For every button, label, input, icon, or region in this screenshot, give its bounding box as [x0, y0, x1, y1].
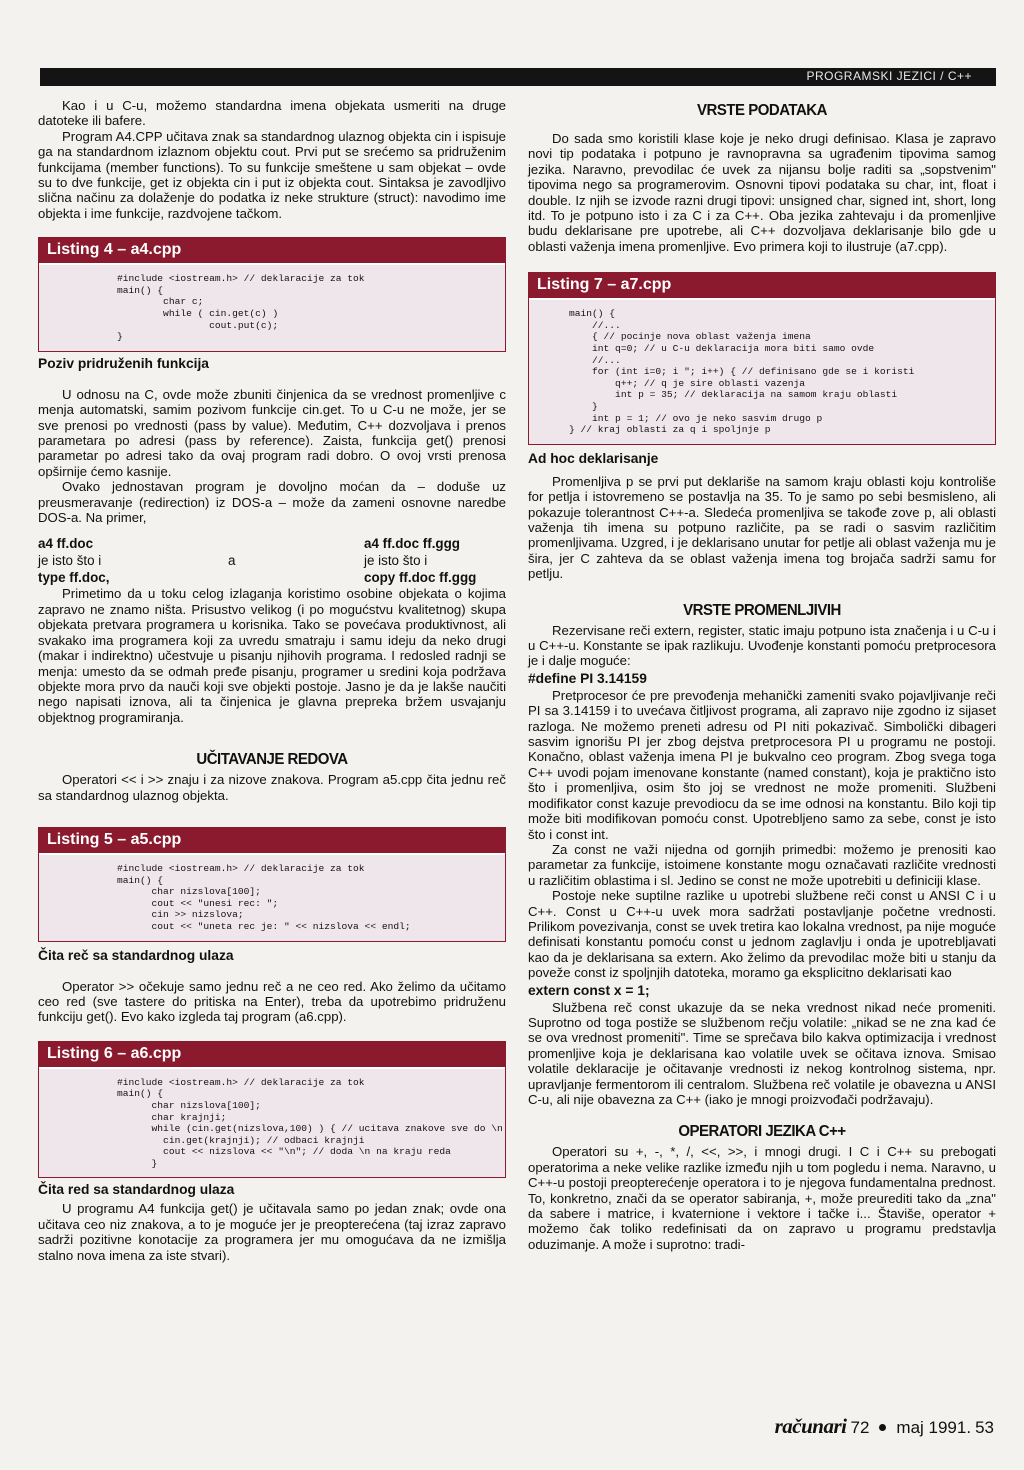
code-block: #include <iostream.h> // deklaracije za tok main() { char c; while ( cin.get(c) ) cout.put(c); } — [39, 265, 505, 351]
paragraph: Rezervisane reči extern, register, static imaju potpuno ista značenja i u C-u i u C++-u. Konstante se ipak razlikuju. Uvođenje konstanti pomoću pretprocesora je i dalje moguće: — [528, 622, 996, 669]
paragraph: Do sada smo koristili klase koje je neko drugi definisao. Klasa je zapravo novi tip podataka i potpuno je ravnopravna sa ugrađenim tipovima samog jezika. Naravno, prevodilac će uvek za nijansu bolje raditi sa „sopstvenim" tipovima nego sa programerovim. Osnovni tipovi podataka su char, int, float i double. Iz njih se izvode razni drugi tipovi: unsigned char, signed int, short, long itd. To je potpuno isto i za C i za C++. Oba jezika zahtevaju i da promenljive budu deklarisane pre upotrebe, ali C++ dozvoljava deklarisanje bilo gde u oblasti važenja imena promenljive. Evo primera koji to ilustruje (a7.cpp). — [528, 131, 996, 254]
paragraph: Operatori su +, -, *, /, <<, >>, i mnogi drugi. I C i C++ su prebogati operatorima a neke velike razlike između njih u tom pogledu i nema. Naravno, u C++-u postoji preopterećenje operatora i to je njegova fundamentalna prednost. To, konkretno, znači da se operator sabiranja, +, može preurediti tako da „zna" da sabere i matrice, i kvaternione i vektore i tačke i... Štaviše, operator + možemo čak toliko redefinisati da on zapravo u programu predstavlja oduzimanje. A može i suprotno: tradi- — [528, 1144, 996, 1252]
code-block: #include <iostream.h> // deklaracije za tok main() { char nizslova[100]; char krajnji; while (cin.get(nizslova,100) ) { // ucitava znakove sve do \n cin.get(krajnji); // odbaci krajnji cout << nizslova << "\n"; // doda \n na kraju reda } — [39, 1069, 505, 1178]
cmd-mid: a — [228, 553, 236, 569]
magazine-logo: računari — [774, 1414, 847, 1438]
cmd-right-2: je isto što i — [364, 553, 428, 569]
section-heading: UČITAVANJE REDOVA — [196, 750, 348, 769]
cmd-left-3: type ff.doc, — [38, 570, 110, 586]
paragraph: Kao i u C-u, možemo standardna imena objekata usmeriti na druge datoteke ili bafere. — [38, 98, 506, 129]
paragraph: Operatori << i >> znaju i za nizove znakova. Program a5.cpp čita jednu reč sa standardnog ulaznog objekta. — [38, 772, 506, 803]
paragraph: Operator >> očekuje samo jednu reč a ne ceo red. Ako želimo da učitamo ceo red (sve tastere do pritiska na Enter), treba da upotrebimo pridruženu funkciju get(). Evo kako izgleda taj program (a6.cpp). — [38, 978, 506, 1025]
listing-title: Listing 7 – a7.cpp — [529, 273, 995, 300]
section-header-bar — [40, 68, 996, 86]
listing-title: Listing 6 – a6.cpp — [39, 1042, 505, 1069]
paragraph: U odnosu na C, ovde može zbuniti činjenica da se vrednost promenljive c menja automatski, samim pozivom funkcije cin.get. To u C-u ne može, jer se sve prenosi po vrednosti (pass by value). Međutim, C++ dozvoljava i prenos parametara po adresi (pass by reference). Zaista, funkcija get() prenosi parametar po adresi tako da ovaj program radi dobro. O ovoj vrsti prenosa opširnije ćemo kasnije. — [38, 386, 506, 479]
cmd-left-2: je isto što i — [38, 553, 102, 569]
right-column — [528, 98, 996, 1252]
bullet-icon — [879, 1424, 886, 1431]
paragraph: Službena reč const ukazuje da se neka vrednost nikad neće promeniti. Suprotno od toga postiže se službenom rečju volatile: „nikad se ne zna kad će se ova vrednost promeniti". Time se sprečava bilo kakva optimizacija i vrednost promenljive koja je deklarisana kao volatile uvek se očitava iznova. Smisao volatile deklaracije je očitavanje vrednosti iz nekog kontrolnog sistema, npr. upravljanje fermentorom ili centralom. Službena reč volatile je obavezna u ANSI C-u, ali nije obavezna za C++ (iako je mnogi proizvođači podržavaju). — [528, 999, 996, 1107]
paragraph: Za const ne važi nijedna od gornjih primedbi: možemo je prenositi kao parametar za funkcije, istoimene konstante mogu označavati različite vrednosti u različitim oblastima i sl. Jedino se const ne može upotrebiti u definiciji klase. — [528, 841, 996, 888]
listing-5 — [38, 827, 506, 942]
cmd-right-1: a4 ff.doc ff.ggg — [364, 536, 460, 552]
paragraph: Promenljiva p se prvi put deklariše na samom kraju oblasti koju kontroliše for petlja i istovremeno se postavlja na 35. To je samo po sebi besmisleno, ali pokazuje tolerantnost C++-a. Sledeća promenljiva se takođe zove p, ali oblasti važenja tih imena su potpuno različite, pa se radi o sasvim različitim promenljivama. Uzgred, i je deklarisano unutar for petlje ali oblast važenja mu je šira, jer C zahteva da se oblast važenja imena tog brojača sadrži samu for petlju. — [528, 473, 996, 582]
listing-title: Listing 5 – a5.cpp — [39, 828, 505, 855]
listing-7 — [528, 272, 996, 445]
caption: Čita red sa standardnog ulaza — [38, 1182, 235, 1198]
page-footer — [775, 1414, 994, 1439]
paragraph: Primetimo da u toku celog izlaganja koristimo osobine objekata o kojima zapravo ne znamo ništa. Prisustvo velikog (i po mogućstvu kvalitetnog) skupa objekata pretvara programera u korisnika. Tako se povećava produktivnost, ali svakako ima programera koji za uvredu smatraju i samu ideju da neko drugi (makar i indirektno) učestvuje u pisanju njihovih programa. I redosled radnji se menja: umesto da se odmah pređe pisanju, programer u sredini koja podržava objekte mora prvo da nauči koji sve objekti postoje. Jasno je da je lakše naučiti nego napisati iznova, ali ta činjenica je glavna prepreka bržem usvajanju objektnog programiranja. — [38, 586, 506, 725]
issue-number: 72 — [850, 1418, 870, 1437]
caption: Poziv pridruženih funkcija — [38, 355, 209, 371]
section-title: PROGRAMSKI JEZICI / C++ — [806, 69, 972, 83]
listing-6 — [38, 1041, 506, 1179]
paragraph: Postoje neke suptilne razlike u upotrebi službene reči const u ANSI C i u C++. Const u C++-u uvek mora sadržati postavljanje početne vrednosti. Prilikom povezivanja, const se uvek tretira kao lokalna vrednost, pa nije moguće definisati konstantu pomoću const u jednom zaglavlju i onda je upotrebljavati kao da je deklarisana sa extern. Ako želimo da prevodilac može biti u stanju da poveže const iz spoljnjih datoteka, moramo ga eksplicitno deklarisati kao — [528, 888, 996, 981]
section-heading: VRSTE PODATAKA — [697, 101, 827, 120]
cmd-left-1: a4 ff.doc — [38, 536, 94, 552]
section-heading: VRSTE PROMENLJIVIH — [683, 601, 841, 620]
issue-date: maj 1991. — [896, 1418, 972, 1437]
cmd-right-3: copy ff.doc ff.ggg — [364, 570, 477, 586]
code-block: #include <iostream.h> // deklaracije za tok main() { char nizslova[100]; cout << "unesi rec: "; cin >> nizslova; cout << "uneta rec je: " << nizslova << endl; — [39, 855, 505, 941]
caption: Čita reč sa standardnog ulaza — [38, 947, 234, 963]
extern-statement: extern const x = 1; — [528, 982, 650, 998]
code-block: main() { //... { // pocinje nova oblast važenja imena int q=0; // u C-u deklaracija mora biti samo ovde //... for (int i=0; i "; i++) { // definisano gde se i koristi q++; // q je sire oblasti vazenja int p = 35; // deklaracija na samom kraju oblasti } int p = 1; // ovo je neko sasvim drugo p } // kraj oblasti za q i spoljnje p — [529, 300, 995, 444]
command-example — [38, 535, 506, 586]
paragraph: U programu A4 funkcija get() je učitavala samo po jedan znak; ovde ona učitava ceo niz znakova, a to je moguće jer je preopterećena (taj izraz zapravo sadrži pozitivne konotacije za programera jer mu omogućava da ne izmišlja stalno nova imena za iste stvari). — [38, 1201, 506, 1263]
define-statement: #define PI 3.14159 — [528, 670, 647, 686]
left-column — [38, 98, 506, 1263]
listing-4 — [38, 237, 506, 352]
section-heading: OPERATORI JEZIKA C++ — [678, 1122, 846, 1141]
paragraph: Ovako jednostavan program je dovoljno moćan da – doduše uz preusmeravanje (redirection) iz DOS-a – može da zameni osnovne naredbe DOS-a. Na primer, — [38, 479, 506, 526]
paragraph: Pretprocesor će pre prevođenja mehanički zameniti svako pojavljivanje reči PI sa 3.14159 i to uvećava čitljivost programa, ali zapravo nije zgodno iz sijaset razloga. Ne možemo preneti adresu od PI niti pokazivač. Simbolički dibageri sasvim ignorišu PI jer zbog dejstva pretprocesora PI u programu ne postoji. Konačno, oblast važenja imena PI je bukvalno ceo program. Zbog svega toga C++ uvodi pojam imenovane konstante (named constant), koja je praktično isto što i promenljiva, osim što joj se vrednost ne može promeniti. Službeni modifikator const kazuje prevodiocu da se ime odnosi na konstantu. Bilo koji tip može biti modifikovan pomoću const. Upotrebljeno samo za sebe, const je isto što i const int. — [528, 687, 996, 842]
listing-title: Listing 4 – a4.cpp — [39, 238, 505, 265]
paragraph: Program A4.CPP učitava znak sa standardnog ulaznog objekta cin i ispisuje ga na standardnom izlaznom objektu cout. Prvi put se srećemo sa pridruženim funkcijama (member functions). To su funkcije smeštene u sam objekat – ovde su to dve funkcije, get iz objekta cin i put iz objekta cout. Sintaksa je zavodljivo slična načinu za dolaženje do podatka iz neke strukture (struct): navodimo ime objekta i ime funkcije, razdvojene tačkom. — [38, 128, 506, 221]
caption: Ad hoc deklarisanje — [528, 450, 659, 466]
page-number: 53 — [975, 1418, 994, 1437]
